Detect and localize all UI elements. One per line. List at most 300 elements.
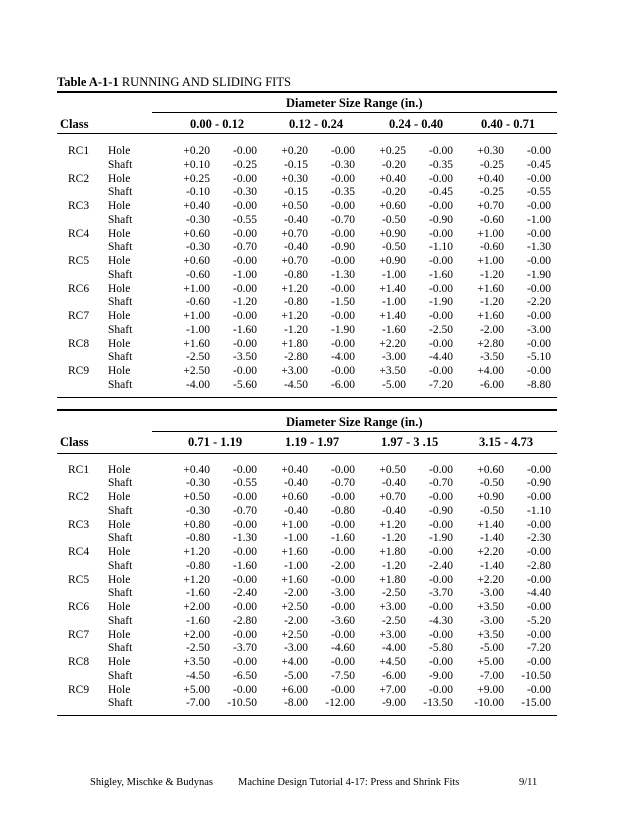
- value-cell: +1.60: [281, 546, 308, 558]
- value-cell: -0.45: [527, 158, 551, 171]
- class-cell: RC3: [68, 200, 90, 212]
- value-cell: -0.00: [331, 546, 355, 558]
- value-cell: -0.80: [186, 532, 210, 545]
- value-cell: -0.00: [233, 628, 257, 641]
- value-cell: -0.00: [233, 601, 257, 613]
- value-cell: -0.35: [429, 158, 453, 171]
- value-cell: -1.00: [284, 532, 308, 545]
- value-cell: -2.80: [527, 559, 551, 572]
- value-cell: -0.00: [527, 365, 551, 377]
- value-cell: -0.70: [331, 477, 355, 490]
- value-cell: -0.00: [527, 463, 551, 476]
- value-cell: -1.00: [284, 559, 308, 572]
- value-cell: -0.00: [429, 683, 453, 696]
- class-cell: RC2: [68, 491, 90, 503]
- value-cell: -0.40: [284, 213, 308, 226]
- value-cell: +3.00: [281, 365, 308, 377]
- value-cell: -0.40: [382, 504, 406, 517]
- value-cell: -1.20: [233, 296, 257, 309]
- value-cell: -1.30: [331, 268, 355, 281]
- value-cell: -1.00: [382, 268, 406, 281]
- value-cell: +0.25: [379, 145, 406, 157]
- value-cell: -1.60: [233, 559, 257, 572]
- value-cell: -2.30: [527, 532, 551, 545]
- value-cell: +4.50: [379, 656, 406, 668]
- value-cell: -0.70: [331, 213, 355, 226]
- value-cell: -0.40: [382, 477, 406, 490]
- table2-class-label: Class: [60, 435, 89, 449]
- value-cell: +1.60: [281, 573, 308, 586]
- value-cell: +0.40: [183, 200, 210, 212]
- value-cell: -5.80: [429, 642, 453, 655]
- table-title: [57, 75, 291, 90]
- value-cell: +1.20: [183, 546, 210, 558]
- value-cell: -4.00: [331, 351, 355, 364]
- value-cell: -0.30: [186, 477, 210, 490]
- value-cell: -0.80: [186, 559, 210, 572]
- value-cell: -2.20: [527, 296, 551, 309]
- class-cell: RC7: [68, 310, 90, 322]
- value-cell: +0.60: [183, 227, 210, 240]
- value-cell: -10.50: [521, 669, 551, 682]
- table-caption: RUNNING AND SLIDING FITS: [121, 75, 291, 89]
- value-cell: +5.00: [183, 683, 210, 696]
- value-cell: -0.80: [284, 268, 308, 281]
- value-cell: +0.70: [281, 227, 308, 240]
- value-cell: +6.00: [281, 683, 308, 696]
- value-cell: +2.00: [183, 601, 210, 613]
- value-cell: +0.50: [281, 200, 308, 212]
- value-cell: +0.30: [281, 172, 308, 185]
- value-cell: -0.60: [480, 213, 504, 226]
- value-cell: -0.00: [527, 310, 551, 322]
- table2-top-rule: [57, 409, 557, 411]
- value-cell: +1.00: [477, 255, 504, 267]
- value-cell: -0.00: [233, 573, 257, 586]
- value-cell: -3.50: [480, 351, 504, 364]
- footer-tutorial: Machine Design Tutorial 4-17: Press and Shrink Fits: [238, 777, 460, 788]
- value-cell: -6.00: [331, 378, 355, 391]
- value-cell: +0.25: [183, 172, 210, 185]
- value-cell: -0.00: [331, 601, 355, 613]
- value-cell: -0.00: [233, 365, 257, 377]
- table2-range-1: 0.71 - 1.19: [188, 435, 243, 449]
- part-cell: Hole: [108, 601, 131, 613]
- value-cell: -4.50: [284, 378, 308, 391]
- value-cell: -15.00: [521, 697, 551, 710]
- value-cell: -6.50: [233, 669, 257, 682]
- value-cell: +3.50: [379, 365, 406, 377]
- value-cell: -0.00: [527, 518, 551, 531]
- value-cell: +0.60: [281, 491, 308, 503]
- value-cell: -2.80: [233, 614, 257, 627]
- value-cell: +1.20: [281, 310, 308, 322]
- value-cell: -0.00: [233, 683, 257, 696]
- value-cell: -0.25: [233, 158, 257, 171]
- value-cell: -0.00: [429, 365, 453, 377]
- class-cell: RC9: [68, 365, 90, 377]
- value-cell: -7.20: [527, 642, 551, 655]
- value-cell: -5.10: [527, 351, 551, 364]
- part-cell: Shaft: [108, 186, 133, 199]
- value-cell: -0.30: [331, 158, 355, 171]
- table2-bottom-rule: [57, 715, 557, 716]
- value-cell: -1.30: [233, 532, 257, 545]
- value-cell: +0.30: [477, 145, 504, 157]
- value-cell: +0.40: [281, 463, 308, 476]
- value-cell: -2.40: [429, 559, 453, 572]
- value-cell: -4.40: [429, 351, 453, 364]
- value-cell: -3.00: [480, 614, 504, 627]
- value-cell: -0.00: [331, 573, 355, 586]
- value-cell: -7.00: [186, 697, 210, 710]
- value-cell: +0.80: [183, 518, 210, 531]
- part-cell: Shaft: [108, 241, 133, 254]
- value-cell: -0.70: [429, 477, 453, 490]
- value-cell: +0.20: [281, 145, 308, 157]
- value-cell: -8.80: [527, 378, 551, 391]
- value-cell: -0.30: [186, 504, 210, 517]
- value-cell: -2.50: [382, 587, 406, 600]
- table2-range-3: 1.97 - 3 .15: [381, 435, 439, 449]
- value-cell: -6.00: [480, 378, 504, 391]
- value-cell: -5.00: [382, 378, 406, 391]
- value-cell: -1.00: [186, 323, 210, 336]
- class-cell: RC5: [68, 255, 90, 267]
- value-cell: -0.00: [429, 601, 453, 613]
- table1-range-2: 0.12 - 0.24: [289, 117, 344, 131]
- value-cell: +1.00: [281, 518, 308, 531]
- class-cell: RC1: [68, 145, 90, 157]
- class-cell: RC7: [68, 628, 90, 641]
- value-cell: -0.00: [527, 227, 551, 240]
- value-cell: -2.50: [186, 351, 210, 364]
- value-cell: -0.20: [382, 158, 406, 171]
- value-cell: -2.80: [284, 351, 308, 364]
- part-cell: Shaft: [108, 559, 133, 572]
- value-cell: -3.00: [527, 323, 551, 336]
- value-cell: -13.50: [423, 697, 453, 710]
- value-cell: -0.00: [233, 310, 257, 322]
- value-cell: -0.00: [233, 145, 257, 157]
- value-cell: -1.50: [331, 296, 355, 309]
- part-cell: Shaft: [108, 351, 133, 364]
- value-cell: -3.70: [233, 642, 257, 655]
- value-cell: -1.60: [382, 323, 406, 336]
- value-cell: -1.00: [233, 268, 257, 281]
- value-cell: -1.10: [527, 504, 551, 517]
- value-cell: +0.90: [477, 491, 504, 503]
- class-cell: RC1: [68, 463, 90, 476]
- value-cell: +0.60: [379, 200, 406, 212]
- value-cell: +2.50: [281, 601, 308, 613]
- value-cell: -0.00: [527, 255, 551, 267]
- class-cell: RC9: [68, 683, 90, 696]
- value-cell: -3.00: [382, 351, 406, 364]
- value-cell: -1.00: [527, 213, 551, 226]
- value-cell: -0.00: [527, 656, 551, 668]
- value-cell: +0.60: [183, 255, 210, 267]
- value-cell: -0.40: [284, 504, 308, 517]
- part-cell: Shaft: [108, 614, 133, 627]
- part-cell: Hole: [108, 683, 131, 696]
- value-cell: -0.80: [331, 504, 355, 517]
- table-number: Table A-1-1: [57, 75, 119, 89]
- value-cell: +1.40: [379, 310, 406, 322]
- value-cell: -0.20: [382, 186, 406, 199]
- value-cell: -5.00: [480, 642, 504, 655]
- value-cell: -0.35: [331, 186, 355, 199]
- footer-page-number: 9/11: [519, 777, 538, 788]
- value-cell: +1.20: [379, 518, 406, 531]
- value-cell: -8.00: [284, 697, 308, 710]
- footer-authors: Shigley, Mischke & Budynas: [90, 777, 213, 788]
- value-cell: -0.00: [331, 628, 355, 641]
- value-cell: +2.50: [183, 365, 210, 377]
- value-cell: -6.00: [382, 669, 406, 682]
- part-cell: Hole: [108, 172, 131, 185]
- value-cell: -1.00: [382, 296, 406, 309]
- value-cell: -0.90: [429, 213, 453, 226]
- value-cell: -5.00: [284, 669, 308, 682]
- value-cell: -4.00: [186, 378, 210, 391]
- part-cell: Hole: [108, 255, 131, 267]
- value-cell: -0.70: [233, 504, 257, 517]
- value-cell: +2.20: [379, 337, 406, 350]
- value-cell: -3.60: [331, 614, 355, 627]
- value-cell: +2.00: [183, 628, 210, 641]
- value-cell: -7.00: [480, 669, 504, 682]
- value-cell: -0.25: [480, 186, 504, 199]
- part-cell: Shaft: [108, 158, 133, 171]
- value-cell: -10.00: [474, 697, 504, 710]
- value-cell: -0.00: [331, 491, 355, 503]
- part-cell: Hole: [108, 518, 131, 531]
- table1-header-rule: [57, 133, 557, 134]
- value-cell: -3.50: [233, 351, 257, 364]
- value-cell: -0.00: [527, 546, 551, 558]
- value-cell: +1.60: [477, 282, 504, 295]
- part-cell: Hole: [108, 282, 131, 295]
- value-cell: +3.50: [477, 601, 504, 613]
- table1-class-label: Class: [60, 117, 89, 131]
- table2-range-2: 1.19 - 1.97: [285, 435, 340, 449]
- value-cell: -0.00: [527, 628, 551, 641]
- value-cell: -3.70: [429, 587, 453, 600]
- value-cell: -4.50: [186, 669, 210, 682]
- value-cell: -1.40: [480, 559, 504, 572]
- value-cell: -1.90: [527, 268, 551, 281]
- part-cell: Hole: [108, 628, 131, 641]
- value-cell: -0.00: [233, 656, 257, 668]
- value-cell: -2.50: [429, 323, 453, 336]
- value-cell: -0.00: [331, 227, 355, 240]
- value-cell: -0.00: [527, 601, 551, 613]
- value-cell: -5.60: [233, 378, 257, 391]
- value-cell: -0.90: [429, 504, 453, 517]
- table2-range-header: Diameter Size Range (in.): [286, 415, 423, 429]
- value-cell: -0.00: [429, 310, 453, 322]
- part-cell: Shaft: [108, 268, 133, 281]
- class-cell: RC6: [68, 601, 90, 613]
- value-cell: -0.00: [331, 365, 355, 377]
- value-cell: -0.00: [331, 282, 355, 295]
- value-cell: -0.60: [186, 296, 210, 309]
- value-cell: -0.80: [284, 296, 308, 309]
- value-cell: +0.20: [183, 145, 210, 157]
- part-cell: Shaft: [108, 504, 133, 517]
- class-cell: RC4: [68, 546, 90, 558]
- value-cell: +0.90: [379, 255, 406, 267]
- value-cell: -1.20: [480, 296, 504, 309]
- value-cell: +0.70: [379, 491, 406, 503]
- table2-range-rule: [152, 431, 557, 432]
- value-cell: -1.10: [429, 241, 453, 254]
- value-cell: -0.00: [233, 227, 257, 240]
- value-cell: +4.00: [281, 656, 308, 668]
- value-cell: -2.00: [331, 559, 355, 572]
- value-cell: -1.90: [429, 296, 453, 309]
- value-cell: -0.00: [429, 573, 453, 586]
- value-cell: +0.60: [477, 463, 504, 476]
- table1-range-4: 0.40 - 0.71: [481, 117, 536, 131]
- value-cell: +1.40: [379, 282, 406, 295]
- value-cell: +0.10: [183, 158, 210, 171]
- part-cell: Shaft: [108, 213, 133, 226]
- value-cell: -0.00: [331, 310, 355, 322]
- table1-bottom-rule: [57, 397, 557, 398]
- value-cell: +0.40: [379, 172, 406, 185]
- table1-range-1: 0.00 - 0.12: [190, 117, 245, 131]
- value-cell: +0.40: [477, 172, 504, 185]
- value-cell: -1.40: [480, 532, 504, 545]
- value-cell: -0.10: [186, 186, 210, 199]
- value-cell: -0.55: [233, 213, 257, 226]
- part-cell: Hole: [108, 546, 131, 558]
- value-cell: -0.00: [429, 200, 453, 212]
- value-cell: +0.50: [183, 491, 210, 503]
- value-cell: -1.90: [331, 323, 355, 336]
- value-cell: -0.00: [331, 255, 355, 267]
- value-cell: -0.40: [284, 241, 308, 254]
- value-cell: -7.50: [331, 669, 355, 682]
- value-cell: -0.90: [527, 477, 551, 490]
- value-cell: -0.00: [233, 463, 257, 476]
- value-cell: -0.00: [331, 200, 355, 212]
- value-cell: -2.50: [382, 614, 406, 627]
- value-cell: -7.20: [429, 378, 453, 391]
- value-cell: -0.00: [429, 145, 453, 157]
- value-cell: -0.90: [331, 241, 355, 254]
- value-cell: +0.70: [281, 255, 308, 267]
- value-cell: -0.00: [331, 683, 355, 696]
- value-cell: +4.00: [477, 365, 504, 377]
- value-cell: -0.00: [331, 145, 355, 157]
- value-cell: -0.00: [233, 546, 257, 558]
- value-cell: -0.50: [382, 213, 406, 226]
- value-cell: -0.00: [331, 656, 355, 668]
- table2-range-4: 3.15 - 4.73: [479, 435, 534, 449]
- value-cell: +3.50: [183, 656, 210, 668]
- value-cell: +2.20: [477, 573, 504, 586]
- part-cell: Shaft: [108, 642, 133, 655]
- value-cell: -1.30: [527, 241, 551, 254]
- value-cell: +0.90: [379, 227, 406, 240]
- part-cell: Hole: [108, 227, 131, 240]
- value-cell: -0.00: [429, 255, 453, 267]
- value-cell: -0.00: [331, 463, 355, 476]
- table1-range-rule: [152, 112, 557, 113]
- value-cell: -0.30: [186, 241, 210, 254]
- value-cell: -0.00: [527, 200, 551, 212]
- value-cell: +0.70: [477, 200, 504, 212]
- value-cell: -1.20: [382, 559, 406, 572]
- value-cell: -0.60: [186, 268, 210, 281]
- value-cell: -0.00: [527, 337, 551, 350]
- value-cell: -2.40: [233, 587, 257, 600]
- value-cell: -0.30: [186, 213, 210, 226]
- class-cell: RC5: [68, 573, 90, 586]
- value-cell: +1.80: [379, 546, 406, 558]
- value-cell: +5.00: [477, 656, 504, 668]
- class-cell: RC4: [68, 227, 90, 240]
- part-cell: Shaft: [108, 697, 133, 710]
- value-cell: -1.60: [186, 587, 210, 600]
- class-cell: RC8: [68, 337, 90, 350]
- value-cell: -1.20: [284, 323, 308, 336]
- value-cell: -4.00: [382, 642, 406, 655]
- value-cell: -0.00: [527, 573, 551, 586]
- value-cell: -0.00: [429, 628, 453, 641]
- part-cell: Shaft: [108, 323, 133, 336]
- value-cell: -1.60: [331, 532, 355, 545]
- value-cell: +3.00: [379, 628, 406, 641]
- value-cell: -1.60: [186, 614, 210, 627]
- part-cell: Shaft: [108, 378, 133, 391]
- value-cell: +3.00: [379, 601, 406, 613]
- part-cell: Shaft: [108, 587, 133, 600]
- part-cell: Hole: [108, 573, 131, 586]
- value-cell: -0.00: [233, 518, 257, 531]
- value-cell: -9.00: [429, 669, 453, 682]
- value-cell: +9.00: [477, 683, 504, 696]
- value-cell: -3.00: [331, 587, 355, 600]
- value-cell: +1.60: [183, 337, 210, 350]
- part-cell: Hole: [108, 145, 131, 157]
- value-cell: -0.40: [284, 477, 308, 490]
- value-cell: -1.60: [429, 268, 453, 281]
- value-cell: -0.15: [284, 186, 308, 199]
- value-cell: -0.00: [429, 337, 453, 350]
- value-cell: -0.00: [527, 491, 551, 503]
- value-cell: -10.50: [227, 697, 257, 710]
- value-cell: +1.40: [477, 518, 504, 531]
- value-cell: -0.00: [429, 282, 453, 295]
- part-cell: Shaft: [108, 669, 133, 682]
- value-cell: -0.60: [480, 241, 504, 254]
- value-cell: -0.00: [429, 172, 453, 185]
- value-cell: +2.20: [477, 546, 504, 558]
- part-cell: Hole: [108, 200, 131, 212]
- value-cell: -4.60: [331, 642, 355, 655]
- part-cell: Hole: [108, 656, 131, 668]
- value-cell: -0.50: [480, 504, 504, 517]
- value-cell: -1.20: [480, 268, 504, 281]
- value-cell: -0.00: [429, 491, 453, 503]
- value-cell: -0.30: [233, 186, 257, 199]
- value-cell: -0.55: [233, 477, 257, 490]
- part-cell: Hole: [108, 491, 131, 503]
